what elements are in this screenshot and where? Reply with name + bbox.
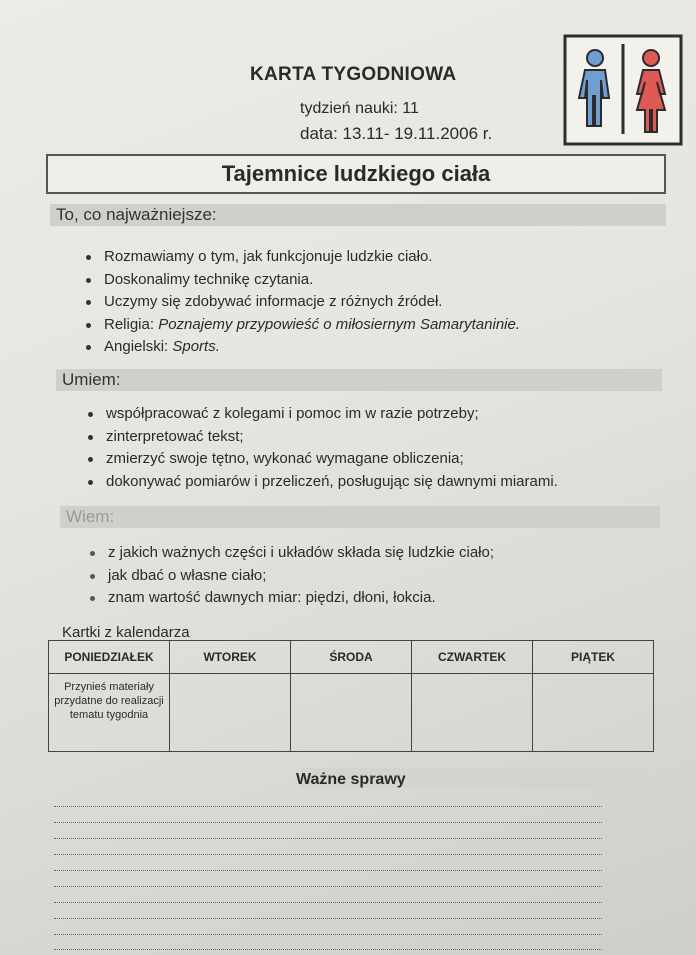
writing-line [54,870,602,871]
calendar-caption: Kartki z kalendarza [62,624,190,641]
list-item: zinterpretować tekst; [82,426,558,449]
writing-line [54,854,602,855]
friday-cell [533,674,654,752]
wednesday-cell [291,674,412,752]
writing-line [54,934,602,935]
calendar-header-row [49,641,654,674]
calendar-body-row [49,674,654,752]
list-item: Rozmawiamy o tym, jak funkcjonuje ludzkie ciało. [80,246,520,269]
writing-line [54,918,602,919]
writing-line [54,902,602,903]
tuesday-cell [170,674,291,752]
day-header-friday: PIĄTEK [533,641,654,674]
writing-line [54,822,602,823]
day-header-tuesday: WTOREK [170,641,291,674]
topic-title: Tajemnice ludzkiego ciała [46,154,666,194]
day-header-wednesday: ŚRODA [291,641,412,674]
can-list [82,403,558,493]
day-header-thursday: CZWARTEK [412,641,533,674]
writing-line [54,949,602,950]
know-list [84,542,494,610]
list-item: z jakich ważnych części i układów składa się ludzkie ciało; [84,542,494,565]
list-item: Uczymy się zdobywać informacje z różnych źródeł. [80,291,520,314]
week-number: tydzień nauki: 11 [300,100,419,117]
calendar-table [48,640,654,752]
important-list [80,246,520,359]
list-item: znam wartość dawnych miar: piędzi, dłoni, łokcia. [84,587,494,610]
section-heading-know: Wiem: [60,506,660,528]
section-heading-important: To, co najważniejsze: [50,204,666,226]
list-item: jak dbać o własne ciało; [84,565,494,588]
notes-title: Ważne sprawy [296,771,406,788]
section-heading-can: Umiem: [56,369,662,391]
list-item: Religia: Poznajemy przypowieść o miłosiernym Samarytaninie. [80,314,520,337]
list-item: Angielski: Sports. [80,336,520,359]
list-item: współpracować z kolegami i pomoc im w razie potrzeby; [82,403,558,426]
writing-line [54,838,602,839]
thursday-cell [412,674,533,752]
writing-line [54,886,602,887]
monday-note: Przynieś materiały przydatne do realizacji tematu tygodnia [49,674,170,752]
date-range: data: 13.11- 19.11.2006 r. [300,124,493,143]
list-item: zmierzyć swoje tętno, wykonać wymagane obliczenia; [82,448,558,471]
sheet-title: KARTA TYGODNIOWA [250,64,457,85]
writing-line [54,806,602,807]
list-item: Doskonalimy technikę czytania. [80,269,520,292]
day-header-monday: PONIEDZIAŁEK [49,641,170,674]
list-item: dokonywać pomiarów i przeliczeń, posługując się dawnymi miarami. [82,471,558,494]
restroom-sign-icon [563,34,683,146]
